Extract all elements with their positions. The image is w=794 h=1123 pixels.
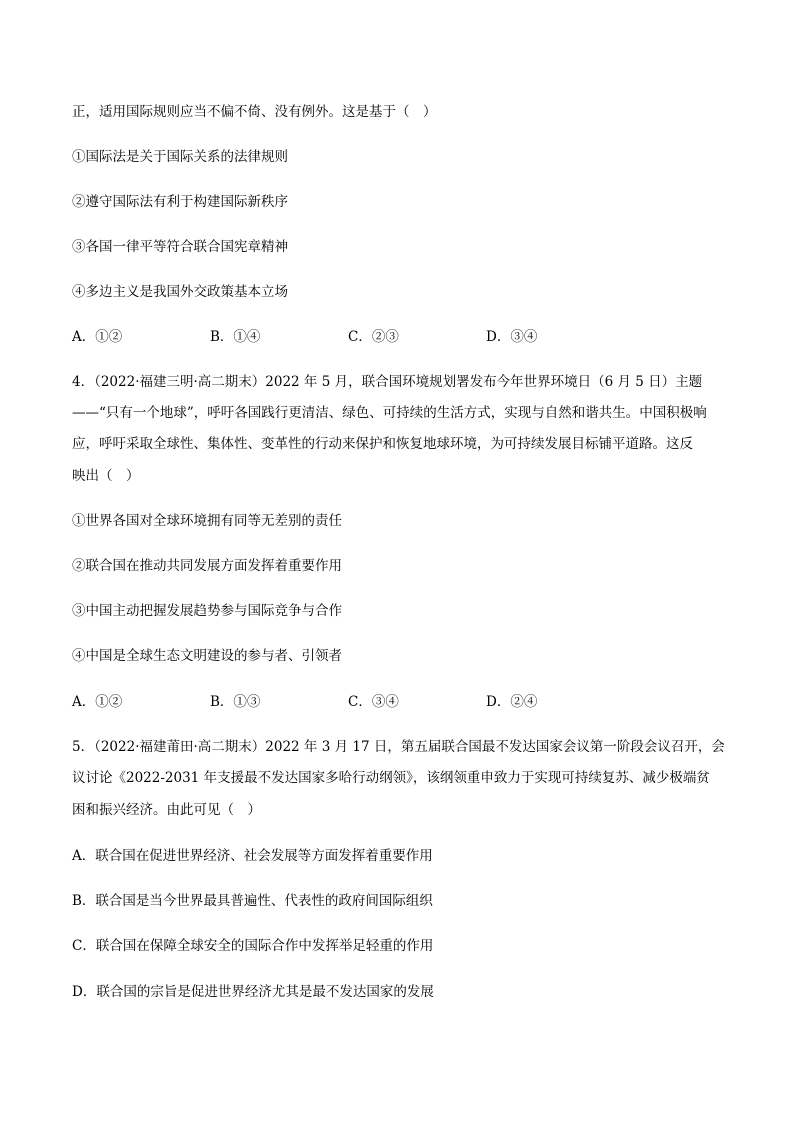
q4-stem-line-3: 应，呼吁采取全球性、集体性、变革性的行动来保护和恢复地球环境，为可持续发展目标铺平道路。这反 bbox=[72, 436, 693, 452]
q3-option-a: A．①② bbox=[72, 329, 123, 345]
q5-stem-line-3: 困和振兴经济。由此可见（ ） bbox=[72, 802, 261, 818]
q5-option-c: C．联合国在保障全球安全的国际合作中发挥举足轻重的作用 bbox=[72, 938, 434, 954]
q3-stem-end: 正，适用国际规则应当不偏不倚、没有例外。这是基于（ ） bbox=[72, 104, 437, 120]
q3-option-b: B．①④ bbox=[210, 329, 261, 345]
q4-option-c: C．③④ bbox=[348, 694, 399, 710]
q5-option-d: D．联合国的宗旨是促进世界经济尤其是最不发达国家的发展 bbox=[72, 984, 434, 1000]
q5-option-a: A．联合国在促进世界经济、社会发展等方面发挥着重要作用 bbox=[72, 848, 433, 864]
q5-option-b: B．联合国是当今世界最具普遍性、代表性的政府间国际组织 bbox=[72, 893, 433, 909]
q3-statement-3: ③各国一律平等符合联合国宪章精神 bbox=[72, 239, 288, 255]
q3-statement-2: ②遵守国际法有利于构建国际新秩序 bbox=[72, 194, 288, 210]
q4-statement-2: ②联合国在推动共同发展方面发挥着重要作用 bbox=[72, 558, 342, 574]
q3-option-c: C．②③ bbox=[348, 329, 399, 345]
q5-stem-line-1: 5．（2022·福建莆田·高二期末）2022 年 3 月 17 日，第五届联合国最不发达国家会议第一阶段会议召开，会 bbox=[72, 739, 725, 755]
q4-statement-3: ③中国主动把握发展趋势参与国际竞争与合作 bbox=[72, 603, 342, 619]
q4-option-a: A．①② bbox=[72, 694, 123, 710]
q4-stem-line-1: 4．（2022·福建三明·高二期末）2022 年 5 月，联合国环境规划署发布今年世界环境日（6 月 5 日）主题 bbox=[72, 374, 703, 390]
q3-option-d: D．③④ bbox=[486, 329, 538, 345]
q5-stem-line-2: 议讨论《2022-2031 年支援最不发达国家多哈行动纲领》，该纲领重申致力于实现可持续复苏、减少极端贫 bbox=[72, 770, 710, 786]
q4-option-b: B．①③ bbox=[210, 694, 261, 710]
q4-stem-line-2: ——“只有一个地球”，呼吁各国践行更清洁、绿色、可持续的生活方式，实现与自然和谐共生。中国积极响 bbox=[72, 405, 707, 421]
q4-option-d: D．②④ bbox=[486, 694, 538, 710]
q4-statement-4: ④中国是全球生态文明建设的参与者、引领者 bbox=[72, 648, 342, 664]
q3-statement-1: ①国际法是关于国际关系的法律规则 bbox=[72, 149, 288, 165]
q4-stem-line-4: 映出（ ） bbox=[72, 468, 140, 484]
q4-statement-1: ①世界各国对全球环境拥有同等无差别的责任 bbox=[72, 513, 342, 529]
q3-statement-4: ④多边主义是我国外交政策基本立场 bbox=[72, 284, 288, 300]
